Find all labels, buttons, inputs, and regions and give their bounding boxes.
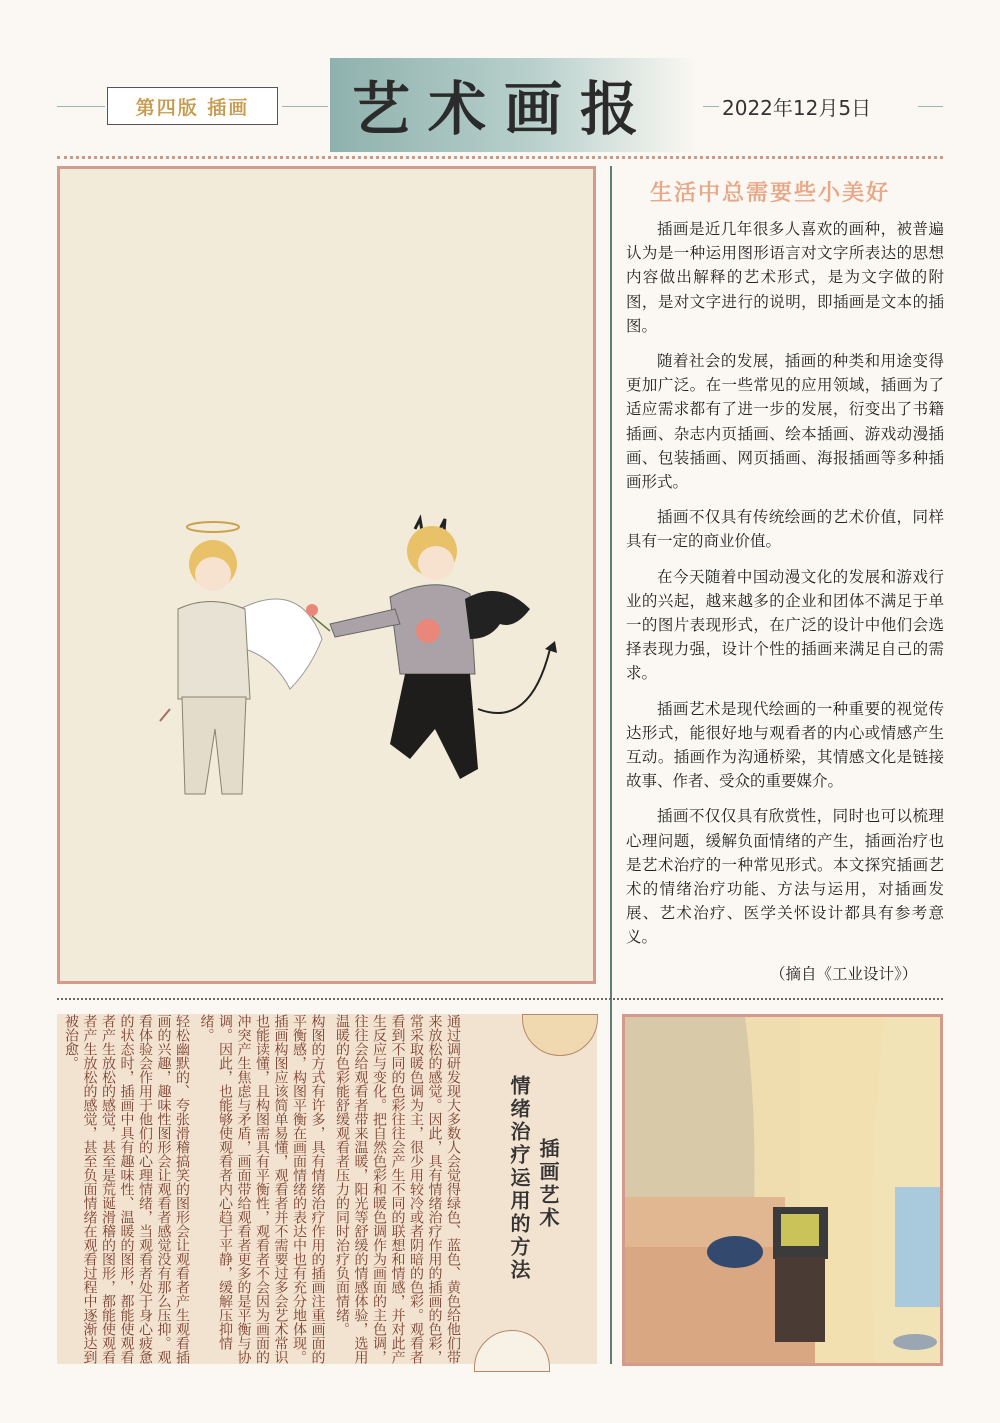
article-paragraph: 插画不仅仅具有欣赏性，同时也可以梳理心理问题，缓解负面情绪的产生，插画治疗也是艺术治疗的一种常见形式。本文探究插画艺术的情绪治疗功能、方法与运用，对插画发展、艺术治疗、医学关怀设计都具有参考意义。 [626, 807, 944, 947]
header-rule-left [57, 106, 105, 107]
vertical-paragraph: 构图的方式有许多，具有情绪治疗作用的插画注重画面的平衡感，构图平衡在画面情绪的表达中也有充分地体现。插画构图应该简单易懂，观看者并不需要过多会艺术常识也能读懂，且构图需具有平衡性，观看者不会因为画面的冲突产生焦虑与矛盾，画面带给观看者更多的是平衡与协调。因此，也能够使观看者内心趋于平静，缓解压抑情绪。 [198, 1014, 326, 1364]
section-title-line1: 插画艺术 [536, 1138, 560, 1230]
vertical-article [62, 1014, 462, 1364]
article-source: （摘自《工业设计》） [770, 965, 918, 983]
article-subtitle: 生活中总需要些小美好 [650, 181, 891, 206]
header-divider [57, 156, 943, 159]
article-paragraph: 插画艺术是现代绘画的一种重要的视觉传达形式，能很好地与观看者的内心或情感产生互动。插画作为沟通桥梁，其情感文化是链接故事、作者、受众的重要媒介。 [626, 699, 944, 791]
vertical-paragraph: 轻松幽默的、夸张滑稽搞笑的图形会让观看者产生观看插画的兴趣，趣味性图形会让观看者感觉没有那么压抑。观看体验会作用于他们的心理情绪，当观看者处于身心疲惫的状态时，插画中具有趣味性、温暖的图形，都能使观看者产生放松的感觉，甚至是荒诞滑稽的图形，都能使观看者产生放松的感觉，甚至负面情绪在观看过程中逐渐达到被治愈。 [63, 1014, 190, 1364]
vertical-paragraph: 通过调研发现大多数人会觉得绿色、蓝色、黄色给他们带来放松的感觉。因此，具有情绪治疗作用的插画的色彩，常采取暖色调为主，很少用较冷或者阴暗的色彩。观看者看到不同的色彩往往会产生不同的联想和情感，并对此产生反应与变化。把自然色彩和暖色调作为画面的主色调，往往会给观看者带来温暖，阳光等舒缓的情感体验，选用温暖的色彩能舒缓观看者压力的同时治疗负面情绪。 [334, 1014, 461, 1364]
edition-label: 第四版 插画 [107, 87, 278, 125]
issue-date: 2022年12月5日 [722, 96, 872, 120]
article-paragraph: 插画不仅具有传统绘画的艺术价值，同样具有一定的商业价值。 [626, 508, 944, 551]
article-paragraph: 在今天随着中国动漫文化的发展和游戏行业的兴起，越来越多的企业和团体不满足于单一的图片表现形式，在广泛的设计中他们会选择表现力强，设计个性的插画来满足自己的需求。 [626, 567, 944, 683]
angel-devil-illustration [60, 169, 593, 981]
section-divider [57, 998, 943, 1000]
main-illustration [57, 166, 596, 984]
living-room-illustration [625, 1017, 940, 1363]
column-divider [610, 166, 612, 1364]
section-title-line2: 情绪治疗运用的方法 [507, 1075, 531, 1282]
page-title: 艺术画报 [352, 75, 657, 143]
article-body [626, 217, 944, 961]
header-rule-mid [282, 106, 328, 107]
article-paragraph: 随着社会的发展，插画的种类和用途变得更加广泛。在一些常见的应用领域，插画为了适应需求都有了进一步的发展，衍变出了书籍插画、杂志内页插画、绘本插画、游戏动漫插画、包装插画、网页插画、海报插画等多种插画形式。 [626, 352, 944, 492]
article-paragraph: 插画是近几年很多人喜欢的画种，被普遍认为是一种运用图形语言对文字所表达的思想内容做出解释的艺术形式，是为文字做的附图，是对文字进行的说明，即插画是文本的插图。 [626, 220, 944, 335]
header-rule-far-right [918, 106, 943, 107]
header-rule-right [703, 106, 719, 107]
room-illustration [622, 1014, 943, 1366]
